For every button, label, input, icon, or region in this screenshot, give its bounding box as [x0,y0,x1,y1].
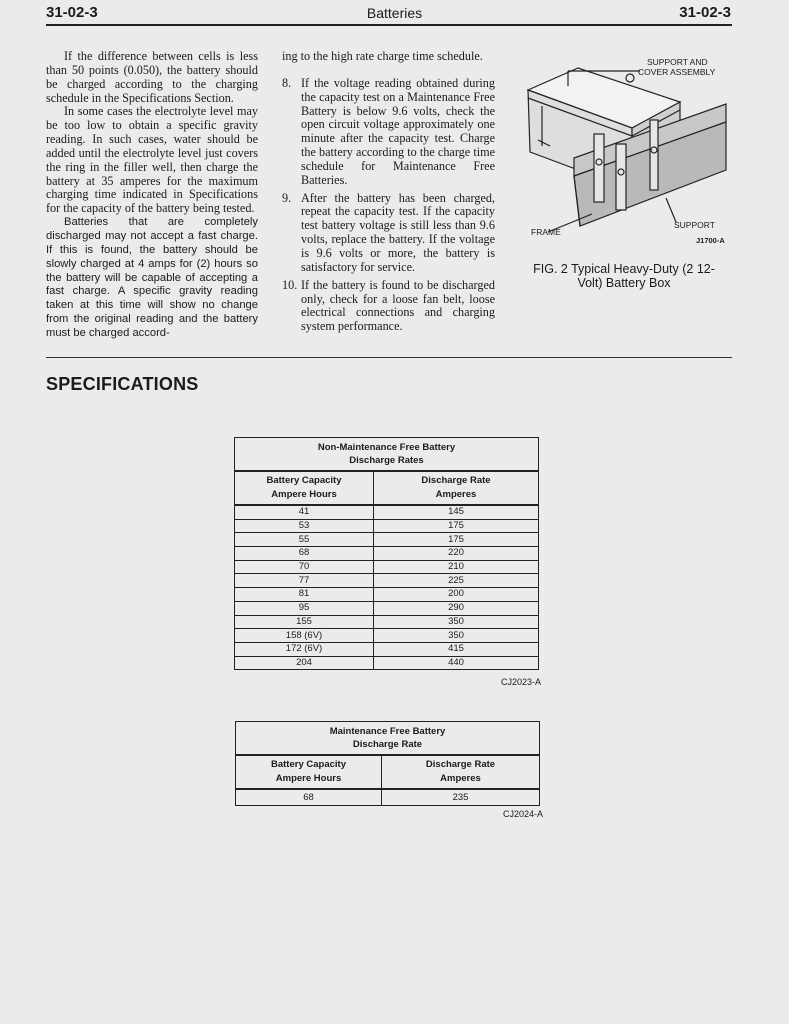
step-text: If the battery is found to be discharged only, check for a loose fan belt, loose electrical connections and charging system performance. [301,277,495,334]
rate-cell: 235 [382,789,540,806]
step-8 [282,77,495,188]
table-row [235,629,539,643]
label-support-cover: SUPPORT AND [647,57,708,67]
capacity-cell: 53 [235,519,374,533]
capacity-cell: 55 [235,533,374,547]
table-row [235,615,539,629]
table-title-line-1: Non-Maintenance Free Battery [317,442,456,453]
column-header-capacity [235,471,374,505]
procedure-steps [282,77,495,334]
capacity-cell: 41 [235,505,374,519]
capacity-cell: 172 (6V) [235,642,374,656]
header-line: Ampere Hours [275,773,342,784]
header-line: Discharge Rate [421,475,491,486]
table2-code: CJ2024-A [503,809,544,819]
rate-cell: 210 [374,560,539,574]
paragraph: ing to the high rate charge time schedule. [282,49,483,63]
label-frame: FRAME [531,227,561,237]
rate-cell: 440 [374,656,539,670]
header-line: Battery Capacity [271,759,346,770]
table-row [235,656,539,670]
capacity-cell: 70 [235,560,374,574]
column-header-discharge [382,755,540,789]
table-row [235,574,539,588]
table-title-line-1: Maintenance Free Battery [329,726,446,737]
capacity-cell: 68 [236,789,382,806]
table-row [236,789,540,806]
header-rule [46,24,732,26]
capacity-cell: 68 [235,547,374,561]
step-text: If the voltage reading obtained during the capacity test on a Maintenance Free Battery is below 9.6 volts, check the open circuit voltage approximately one minute after the capacity test. Charge the battery according to the charge time schedule for Maintenance Free Batteries. [301,75,495,187]
rate-cell: 225 [374,574,539,588]
page-number-right: 31-02-3 [679,4,731,21]
rate-cell: 290 [374,601,539,615]
maintenance-free-table [235,721,540,806]
table-row [235,560,539,574]
specifications-heading: SPECIFICATIONS [46,374,199,394]
table1-code: CJ2023-A [501,677,542,687]
rate-cell: 175 [374,519,539,533]
header-line: Amperes [435,489,477,500]
header-line: Amperes [440,773,481,784]
step-number: 10. [282,277,298,292]
table-row [235,547,539,561]
step-10 [282,279,495,334]
figure-code: J1700-A [696,236,725,245]
rate-cell: 175 [374,533,539,547]
capacity-cell: 204 [235,656,374,670]
column-header-capacity [236,755,382,789]
rate-cell: 350 [374,629,539,643]
section-rule [46,357,732,358]
table-title [236,722,540,756]
table-title-line-2: Discharge Rates [349,455,424,466]
rate-cell: 350 [374,615,539,629]
capacity-cell: 77 [235,574,374,588]
section-title: Batteries [366,5,423,21]
rate-cell: 415 [374,642,539,656]
table-row [235,642,539,656]
rate-cell: 145 [374,505,539,519]
label-support-cover-2: COVER ASSEMBLY [638,67,716,77]
paragraph: In some cases the electrolyte level may be too low to obtain a specific gravity reading. In such cases, water should be added until the electrolyte level just covers the ring in the filler well, then charge the battery at 35 amperes for the maximum charging time indicated in Specifications for the capacity of the battery being tested. [46,104,258,216]
paragraph: Batteries that are completely discharged may not accept a fast charge. If this is found, the battery should be slowly charged at 4 amps for (2) hours so the battery will be capable of accepting a fast charge. A specific gravity reading taken at this time will show no change from the original reading and the battery must be charged accord- [46,216,258,339]
header-line: Ampere Hours [271,489,337,500]
non-maintenance-free-table [234,437,539,670]
paragraph: If the difference between cells is less than 50 points (0.050), the battery should be charged according to the charging schedule in the Specifications Section. [46,49,258,105]
header-line: Battery Capacity [266,475,342,486]
figure-caption-line-1: FIG. 2 Typical Heavy-Duty (2 12- [533,262,715,276]
step-9 [282,192,495,275]
figure-caption-line-2: Volt) Battery Box [577,276,671,290]
table-title-line-2: Discharge Rate [352,739,423,750]
battery-box-figure [520,50,730,250]
table-row [235,601,539,615]
label-support: SUPPORT [674,220,715,230]
step-text: After the battery has been charged, repeat the capacity test. If the capacity test battery voltage is still less than 9.6 volts, replace the battery. If the voltage is 9.6 volts or more, the battery is satisfactory for service. [301,190,495,274]
table-row [235,519,539,533]
figure-caption [518,262,730,290]
text-column-1 [46,50,258,341]
column-header-discharge [374,471,539,505]
header-line: Discharge Rate [425,759,496,770]
rate-cell: 200 [374,588,539,602]
capacity-cell: 81 [235,588,374,602]
rate-cell: 220 [374,547,539,561]
text-column-2 [282,50,495,338]
page-number-left: 31-02-3 [46,4,98,21]
table-row [235,533,539,547]
capacity-cell: 155 [235,615,374,629]
table-row [235,505,539,519]
step-number: 8. [282,75,292,90]
table-row [235,588,539,602]
step-number: 9. [282,190,292,205]
capacity-cell: 158 (6V) [235,629,374,643]
table-title [235,438,539,472]
capacity-cell: 95 [235,601,374,615]
